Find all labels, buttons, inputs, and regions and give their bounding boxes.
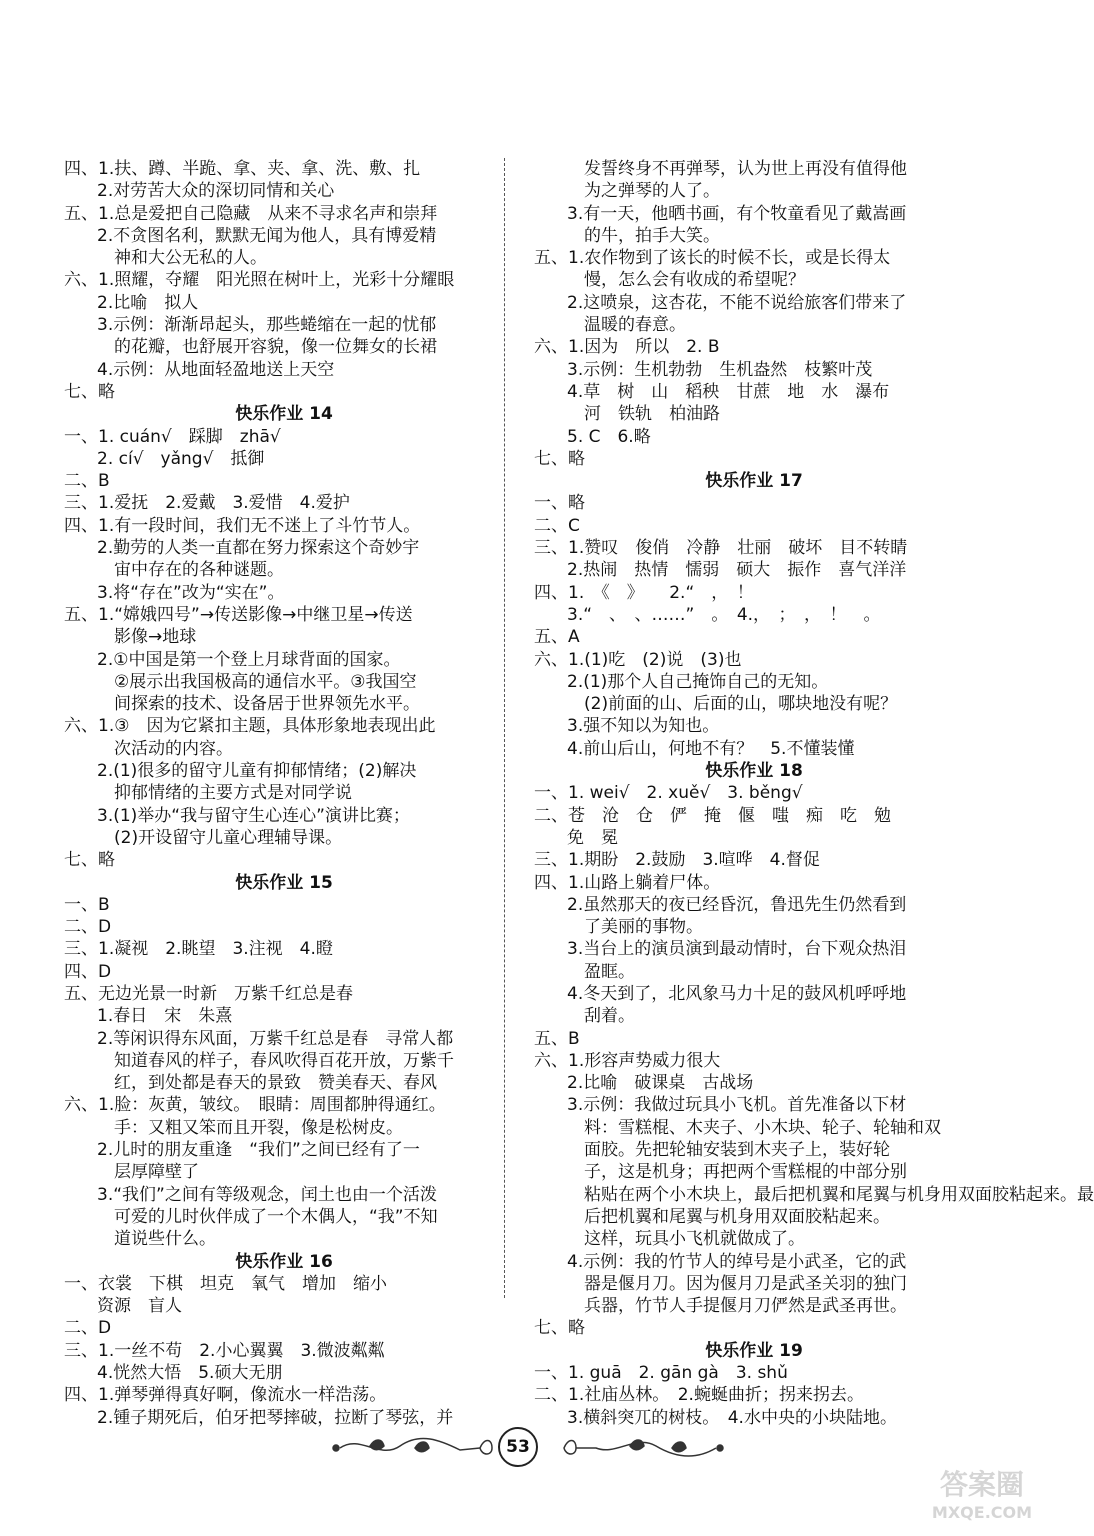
answer-line: (2)前面的山、后面的山，哪块地没有呢？ bbox=[584, 694, 898, 715]
answer-line: 3.当台上的演员演到最动情时，台下观众热泪 bbox=[567, 939, 907, 960]
answer-line: 3.将“存在”改为“实在”。 bbox=[97, 582, 285, 603]
answer-line: 3.强不知以为知也。 bbox=[567, 716, 720, 737]
answer-line: 七、略 bbox=[64, 381, 115, 402]
answer-line: 2. cí√ yǎng√ 抵御 bbox=[97, 448, 265, 469]
answer-line: 道说些什么。 bbox=[114, 1229, 216, 1250]
answer-line: 四、1.弹琴弹得真好啊，像流水一样浩荡。 bbox=[64, 1385, 387, 1406]
answer-line: 2.对劳苦大众的深切同情和关心 bbox=[97, 181, 335, 202]
left-column bbox=[64, 158, 504, 1429]
answer-line: 4.示例：从地面轻盈地送上天空 bbox=[97, 359, 335, 380]
answer-line: 四、D bbox=[64, 961, 112, 982]
answer-line: 一、1. cuán√ 踩脚 zhā√ bbox=[64, 426, 281, 447]
answer-line: 2.①中国是第一个登上月球背面的国家。 bbox=[97, 649, 401, 670]
answer-line: 4.恍然大悟 5.硕大无朋 bbox=[97, 1363, 283, 1384]
answer-line: 一、1. guā 2. gān gà 3. shǔ bbox=[534, 1363, 788, 1384]
answer-line: 五、1.总是爱把自己隐藏 从来不寻求名声和崇拜 bbox=[64, 203, 438, 224]
answer-line: 器是偃月刀。因为偃月刀是武圣关羽的独门 bbox=[584, 1273, 907, 1294]
answer-line: 二、D bbox=[64, 917, 112, 938]
answer-line: 四、1.扶、蹲、半跪、拿、夹、拿、洗、敷、扎 bbox=[64, 159, 421, 179]
answer-line: 2.勤劳的人类一直都在努力探索这个奇妙宇 bbox=[97, 538, 420, 559]
answer-line: 4.草 树 山 稻秧 甘蔗 地 水 瀑布 bbox=[567, 381, 890, 402]
answer-line: 二、B bbox=[64, 471, 110, 492]
answer-line: 免 冕 bbox=[567, 827, 618, 848]
answer-line: 刮着。 bbox=[584, 1006, 635, 1027]
answer-line: 三、1.期盼 2.鼓励 3.喧哗 4.督促 bbox=[534, 850, 820, 871]
answer-line: 3.“我们”之间有等级观念，闰土也由一个活泼 bbox=[97, 1184, 437, 1205]
answer-line: 2.(1)那个人自己掩饰自己的无知。 bbox=[567, 671, 829, 692]
answer-line: 一、略 bbox=[534, 493, 585, 514]
answer-line: 四、1. 《 》 2.“ ， ！ bbox=[534, 582, 754, 603]
answer-line: 二、苍 沧 仓 俨 掩 偃 嗤 痴 吃 勉 bbox=[534, 805, 891, 826]
answer-line: 资源 盲人 bbox=[97, 1296, 182, 1317]
answer-line: 3.(1)举办“我与留守生心连心”演讲比赛； bbox=[97, 805, 410, 826]
answer-line: 2.不贪图名利，默默无闻为他人，具有博爱精 bbox=[97, 225, 437, 246]
answer-line: 4.前山后山，何地不有？ 5.不懂装懂 bbox=[567, 738, 855, 759]
answer-line: 六、1.(1)吃 (2)说 (3)也 bbox=[534, 649, 742, 670]
answer-line: (2)开设留守儿童心理辅导课。 bbox=[114, 827, 343, 848]
answer-line: 二、D bbox=[64, 1318, 112, 1339]
answer-line: 4.冬天到了，北风象马力十足的鼓风机呼呼地 bbox=[567, 983, 907, 1004]
answer-line: 影像→地球 bbox=[114, 627, 197, 648]
section-heading: 快乐作业 18 bbox=[705, 761, 803, 782]
answer-line: 2.热闹 热情 懦弱 硕大 振作 喜气洋洋 bbox=[567, 560, 907, 581]
answer-line: 2.这喷泉，这杏花，不能不说给旅客们带来了 bbox=[567, 292, 907, 313]
section-heading: 快乐作业 14 bbox=[235, 404, 333, 425]
right-column bbox=[534, 158, 1094, 1429]
watermark-top: 答案圈 bbox=[939, 1468, 1025, 1501]
answer-line: 一、1. wei√ 2. xuě√ 3. běng√ bbox=[534, 783, 803, 804]
page-number: 53 bbox=[498, 1427, 538, 1467]
answer-line: 5. C 6.略 bbox=[567, 426, 651, 447]
answer-line: 2.(1)很多的留守儿童有抑郁情绪；(2)解决 bbox=[97, 761, 417, 782]
answer-line: 四、1.山路上躺着尸体。 bbox=[534, 872, 721, 893]
answer-line: 五、1.“嫦娥四号”→传送影像→中继卫星→传送 bbox=[64, 604, 413, 625]
answer-line: 慢，怎么会有收成的希望呢？ bbox=[584, 270, 805, 291]
answer-line: 的花瓣，也舒展开容貌，像一位舞女的长裙 bbox=[114, 337, 437, 358]
answer-line: 一、B bbox=[64, 894, 110, 915]
section-heading: 快乐作业 15 bbox=[235, 872, 333, 893]
answer-line: 次活动的内容。 bbox=[114, 738, 233, 759]
answer-line: 盈眶。 bbox=[584, 961, 635, 982]
answer-line: 后把机翼和尾翼与机身用双面胶粘起来。 bbox=[584, 1206, 890, 1227]
answer-line: 层厚障壁了 bbox=[114, 1162, 199, 1183]
answer-line: 五、无边光景一时新 万紫千红总是春 bbox=[64, 983, 353, 1004]
answer-line: 二、C bbox=[534, 515, 580, 536]
answer-line: 五、B bbox=[534, 1028, 580, 1049]
answer-line: 温暖的春意。 bbox=[584, 315, 686, 336]
answer-line: 五、A bbox=[534, 627, 580, 648]
answer-line: 这样，玩具小飞机就做成了。 bbox=[584, 1229, 805, 1250]
answer-line: 三、1.赞叹 俊俏 冷静 壮丽 破坏 目不转睛 bbox=[534, 538, 908, 559]
answer-line: 4.示例：我的竹节人的绰号是小武圣，它的武 bbox=[567, 1251, 907, 1272]
answer-line: 六、1.脸：灰黄，皱纹。 眼睛：周围都肿得通红。 bbox=[64, 1095, 446, 1116]
answer-line: 三、1.一丝不苟 2.小心翼翼 3.微波粼粼 bbox=[64, 1340, 385, 1361]
answer-line: 2.虽然那天的夜已经昏沉，鲁迅先生仍然看到 bbox=[567, 894, 907, 915]
page-footer bbox=[330, 1424, 726, 1474]
answer-line: 宙中存在的各种谜题。 bbox=[114, 560, 284, 581]
answer-line: 2.锺子期死后，伯牙把琴摔破，拉断了琴弦，并 bbox=[97, 1407, 454, 1428]
answer-line: 2.儿时的朋友重逢 “我们”之间已经有了一 bbox=[97, 1140, 420, 1161]
watermark-logo bbox=[922, 1460, 1042, 1526]
answer-line: 手：又粗又笨而且开裂，像是松树皮。 bbox=[114, 1117, 403, 1138]
answer-line: 3.示例：生机勃勃 生机盎然 枝繁叶茂 bbox=[567, 359, 873, 380]
answer-line: 五、1.农作物到了该长的时候不长，或是长得太 bbox=[534, 248, 891, 269]
answer-line: 面胶。先把轮轴安装到木夹子上，装好轮 bbox=[584, 1140, 890, 1161]
answer-line: 七、略 bbox=[534, 448, 585, 469]
answer-line: 的牛，拍手大笑。 bbox=[584, 225, 720, 246]
answer-line: 七、略 bbox=[534, 1318, 585, 1339]
answer-line: 兵器，竹节人手提偃月刀俨然是武圣再世。 bbox=[584, 1296, 907, 1317]
section-heading: 快乐作业 19 bbox=[705, 1340, 803, 1361]
answer-line: 二、1.社庙丛林。 2.蜿蜒曲折；拐来拐去。 bbox=[534, 1385, 864, 1406]
answer-line: 三、1.爱抚 2.爱戴 3.爱惜 4.爱护 bbox=[64, 493, 350, 514]
answer-line: 四、1.有一段时间，我们无不迷上了斗竹节人。 bbox=[64, 515, 421, 536]
section-heading: 快乐作业 17 bbox=[705, 471, 803, 492]
answer-line: ②展示出我国极高的通信水平。③我国空 bbox=[114, 671, 417, 692]
answer-line: 六、1.③ 因为它紧扣主题，具体形象地表现出此 bbox=[64, 716, 436, 737]
answer-line: 1.春日 宋 朱熹 bbox=[97, 1006, 233, 1027]
answer-line: 红，到处都是春天的景致 赞美春天、春风 bbox=[114, 1073, 437, 1094]
answer-line: 3.“ 、 、……” 。 4.， ； ， ！ 。 bbox=[567, 604, 881, 625]
section-heading: 快乐作业 16 bbox=[235, 1251, 333, 1272]
answer-line: 2.等闲识得东风面，万紫千红总是春 寻常人都 bbox=[97, 1028, 454, 1049]
answer-line: 六、1.形容声势威力很大 bbox=[534, 1050, 721, 1071]
answer-line: 2.比喻 破课桌 古战场 bbox=[567, 1073, 754, 1094]
answer-line: 知道春风的样子，春风吹得百花开放，万紫千 bbox=[114, 1050, 454, 1071]
answer-line: 料：雪糕棍、木夹子、小木块、轮子、轮轴和双 bbox=[584, 1117, 941, 1138]
column-divider bbox=[504, 158, 505, 1298]
answer-line: 神和大公无私的人。 bbox=[114, 248, 267, 269]
answer-line: 发誓终身不再弹琴，认为世上再没有值得他 bbox=[584, 159, 907, 179]
answer-line: 六、1.照耀，夺耀 阳光照在树叶上，光彩十分耀眼 bbox=[64, 270, 455, 291]
answer-line: 一、衣裳 下棋 坦克 氧气 增加 缩小 bbox=[64, 1273, 387, 1294]
answer-line: 3.有一天，他晒书画，有个牧童看见了戴嵩画 bbox=[567, 203, 907, 224]
answer-line: 3.横斜突兀的树枝。 4.水中央的小块陆地。 bbox=[567, 1407, 897, 1428]
answer-line: 可爱的儿时伙伴成了一个木偶人，“我”不知 bbox=[114, 1206, 438, 1227]
answer-line: 河 铁轨 柏油路 bbox=[584, 404, 720, 425]
answer-line: 粘贴在两个小木块上，最后把机翼和尾翼与机身用双面胶粘起来。最 bbox=[584, 1184, 1094, 1205]
answer-line: 三、1.凝视 2.眺望 3.注视 4.瞪 bbox=[64, 939, 333, 960]
answer-line: 抑郁情绪的主要方式是对同学说 bbox=[114, 783, 352, 804]
answer-line: 了美丽的事物。 bbox=[584, 917, 703, 938]
answer-line: 3.示例：渐渐昂起头，那些蜷缩在一起的忧郁 bbox=[97, 315, 437, 336]
answer-line: 七、略 bbox=[64, 850, 115, 871]
answer-line: 2.比喻 拟人 bbox=[97, 292, 199, 313]
answer-line: 六、1.因为 所以 2. B bbox=[534, 337, 720, 358]
watermark-bottom: MXQE.COM bbox=[931, 1503, 1033, 1522]
answer-line: 子，这是机身；再把两个雪糕棍的中部分别 bbox=[584, 1162, 907, 1183]
answer-line: 3.示例：我做过玩具小飞机。首先准备以下材 bbox=[567, 1095, 907, 1116]
answer-line: 间探索的技术、设备居于世界领先水平。 bbox=[114, 694, 420, 715]
answer-line: 为之弹琴的人了。 bbox=[584, 181, 720, 202]
